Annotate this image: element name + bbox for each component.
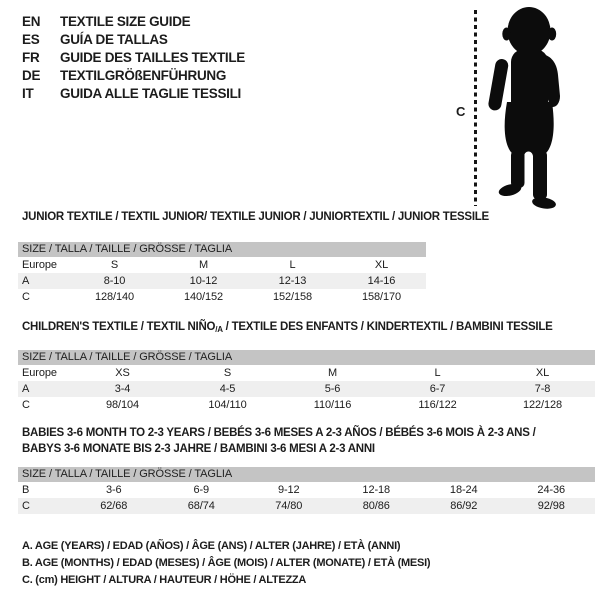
section-title-babies-line2: BABYS 3-6 MONATE BIS 2-3 JAHRE / BAMBINI 3-6 MESI A 2-3 ANNI (22, 443, 375, 455)
section-title-junior: JUNIOR TEXTILE / TEXTIL JUNIOR/ TEXTILE JUNIOR / JUNIORTEXTIL / JUNIOR TESSILE (22, 211, 489, 223)
language-row-fr (22, 49, 245, 67)
size-cell: L (289, 259, 296, 271)
size-cell: 140/152 (183, 291, 224, 303)
height-measure-label: C (456, 104, 466, 119)
language-code: EN (22, 14, 41, 29)
footnote-b: B. AGE (MONTHS) / EDAD (MESES) / ÂGE (MOIS) / ALTER (MONATE) / ETÀ (MESI) (22, 557, 431, 569)
height-measure-dashed-line (474, 10, 477, 206)
size-cell: 104/110 (208, 399, 247, 411)
row-label: Europe (22, 367, 57, 379)
language-title-list (22, 13, 245, 103)
table-row (18, 365, 595, 381)
size-cell: S (223, 367, 232, 379)
table-row (18, 397, 595, 413)
section-children (18, 321, 595, 413)
language-row-en (22, 13, 245, 31)
title-text: CHILDREN'S TEXTILE / TEXTIL NIÑO (22, 321, 216, 333)
table-row (18, 482, 595, 498)
row-label: C (22, 291, 30, 303)
size-header-bar: SIZE / TALLA / TAILLE / GRÖSSE / TAGLIA (18, 242, 426, 257)
size-cell: 24-36 (537, 484, 566, 496)
row-label: C (22, 500, 30, 512)
size-cell: 12-18 (362, 484, 391, 496)
size-cell: 3-4 (114, 383, 131, 395)
language-title: TEXTILE SIZE GUIDE (60, 14, 191, 29)
size-header-bar: SIZE / TALLA / TAILLE / GRÖSSE / TAGLIA (18, 467, 595, 482)
section-title-children (22, 321, 595, 336)
size-cell: M (198, 259, 209, 271)
language-title: TEXTILGRÖßENFÜHRUNG (60, 68, 227, 83)
size-cell: 6-7 (429, 383, 446, 395)
footnote-c: C. (cm) HEIGHT / ALTURA / HAUTEUR / HÖHE / ALTEZZA (22, 574, 307, 586)
size-table-babies (18, 482, 595, 514)
table-row (18, 498, 595, 514)
section-junior (18, 211, 489, 305)
size-cell: 6-9 (193, 484, 210, 496)
size-cell: 9-12 (277, 484, 300, 496)
baby-silhouette-icon (483, 4, 573, 211)
row-label: C (22, 399, 30, 411)
size-cell: 158/170 (361, 291, 402, 303)
row-label: Europe (22, 259, 57, 271)
size-cell: 74/80 (275, 500, 303, 512)
row-label: A (22, 383, 30, 395)
language-code: ES (22, 32, 40, 47)
language-title: GUIDA ALLE TAGLIE TESSILI (60, 86, 241, 101)
row-label: A (22, 275, 30, 287)
size-cell: 10-12 (189, 275, 218, 287)
size-cell: 8-10 (103, 275, 126, 287)
size-cell: XL (374, 259, 389, 271)
size-cell: 122/128 (522, 399, 563, 411)
language-code: IT (22, 86, 34, 101)
language-row-es (22, 31, 245, 49)
language-code: FR (22, 50, 40, 65)
size-cell: 152/158 (272, 291, 313, 303)
size-cell: 14-16 (367, 275, 396, 287)
footnote-legend (22, 538, 430, 589)
language-row-de (22, 67, 245, 85)
table-row (18, 289, 426, 305)
size-cell: L (434, 367, 441, 379)
size-cell: 68/74 (187, 500, 215, 512)
size-cell: 7-8 (534, 383, 551, 395)
language-title: GUIDE DES TAILLES TEXTILE (60, 50, 246, 65)
title-subscript: /A (215, 325, 223, 334)
size-table-children (18, 365, 595, 413)
table-row (18, 257, 426, 273)
size-cell: 98/104 (105, 399, 140, 411)
size-cell: M (327, 367, 338, 379)
size-cell: 128/140 (94, 291, 135, 303)
language-row-it (22, 85, 245, 103)
size-cell: 18-24 (449, 484, 478, 496)
language-title: GUÍA DE TALLAS (60, 32, 168, 47)
title-text: / TEXTILE DES ENFANTS / KINDERTEXTIL / BAMBINI TESSILE (222, 321, 553, 333)
size-cell: 80/86 (362, 500, 390, 512)
size-cell: 92/98 (537, 500, 565, 512)
size-cell: 86/92 (450, 500, 478, 512)
size-cell: 62/68 (100, 500, 128, 512)
size-cell: 4-5 (219, 383, 236, 395)
size-header-bar: SIZE / TALLA / TAILLE / GRÖSSE / TAGLIA (18, 350, 595, 365)
size-cell: 3-6 (105, 484, 122, 496)
table-row (18, 381, 595, 397)
row-label: B (22, 484, 30, 496)
size-cell: XS (115, 367, 130, 379)
section-title-babies-line1: BABIES 3-6 MONTH TO 2-3 YEARS / BEBÉS 3-6 MESES A 2-3 AÑOS / BÉBÉS 3-6 MOIS À 2-3 ANS / (22, 427, 536, 439)
size-cell: 110/116 (313, 399, 352, 411)
size-cell: XL (535, 367, 550, 379)
size-cell: 116/122 (418, 399, 457, 411)
size-cell: 12-13 (278, 275, 307, 287)
table-row (18, 273, 426, 289)
size-cell: 5-6 (324, 383, 341, 395)
size-cell: S (110, 259, 119, 271)
language-code: DE (22, 68, 41, 83)
footnote-a: A. AGE (YEARS) / EDAD (AÑOS) / ÂGE (ANS) / ALTER (JAHRE) / ETÀ (ANNI) (22, 540, 401, 552)
size-table-junior (18, 257, 426, 305)
section-babies (18, 425, 595, 514)
